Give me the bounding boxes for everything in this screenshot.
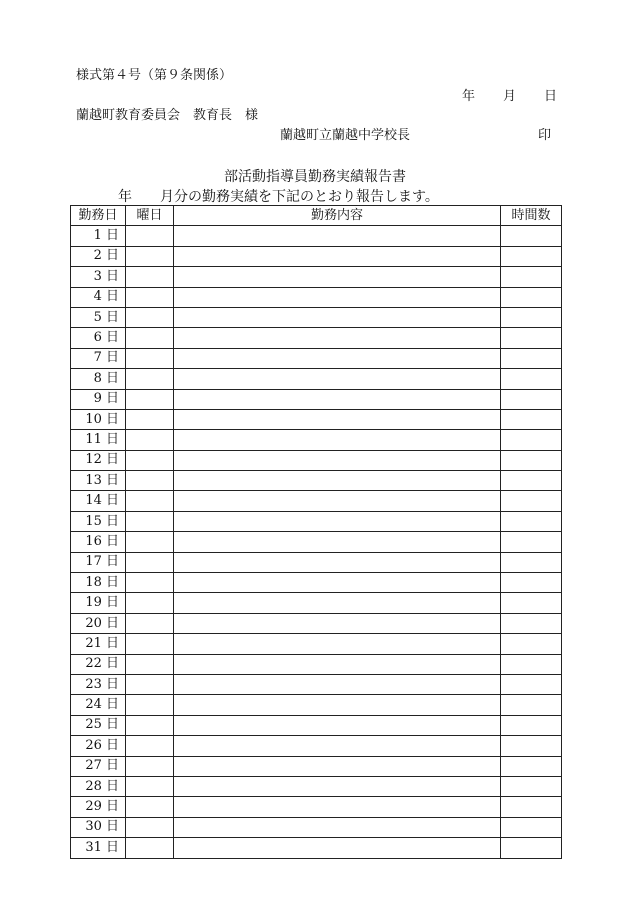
hours-cell[interactable] [501, 348, 562, 368]
weekday-cell[interactable] [126, 552, 174, 572]
day-cell: 9 日 [71, 389, 126, 409]
work-content-cell[interactable] [174, 511, 501, 531]
table-row [71, 593, 562, 613]
work-content-cell[interactable] [174, 715, 501, 735]
table-body [71, 226, 562, 858]
hours-cell[interactable] [501, 736, 562, 756]
work-content-cell[interactable] [174, 389, 501, 409]
weekday-cell[interactable] [126, 593, 174, 613]
table-row [71, 613, 562, 633]
day-cell: 15 日 [71, 511, 126, 531]
table-row [71, 634, 562, 654]
intro-year-label: 年 [118, 189, 132, 205]
work-content-cell[interactable] [174, 287, 501, 307]
hours-cell[interactable] [501, 654, 562, 674]
weekday-cell[interactable] [126, 838, 174, 858]
day-cell: 27 日 [71, 756, 126, 776]
work-content-cell[interactable] [174, 613, 501, 633]
table-row [71, 430, 562, 450]
weekday-cell[interactable] [126, 348, 174, 368]
day-cell: 4 日 [71, 287, 126, 307]
hours-cell[interactable] [501, 287, 562, 307]
hours-cell[interactable] [501, 756, 562, 776]
table-row [71, 348, 562, 368]
weekday-cell[interactable] [126, 613, 174, 633]
day-cell: 3 日 [71, 267, 126, 287]
day-cell: 25 日 [71, 715, 126, 735]
work-content-cell[interactable] [174, 369, 501, 389]
weekday-cell[interactable] [126, 450, 174, 470]
hours-cell[interactable] [501, 471, 562, 491]
work-content-cell[interactable] [174, 450, 501, 470]
day-cell: 18 日 [71, 573, 126, 593]
hours-cell[interactable] [501, 226, 562, 246]
table-row [71, 389, 562, 409]
work-content-cell[interactable] [174, 756, 501, 776]
weekday-cell[interactable] [126, 511, 174, 531]
hours-cell[interactable] [501, 674, 562, 694]
work-content-cell[interactable] [174, 226, 501, 246]
duty-record-table [70, 205, 562, 859]
hours-cell[interactable] [501, 634, 562, 654]
hours-cell[interactable] [501, 511, 562, 531]
day-cell: 8 日 [71, 369, 126, 389]
work-content-cell[interactable] [174, 695, 501, 715]
table-row [71, 409, 562, 429]
work-content-cell[interactable] [174, 328, 501, 348]
table-row [71, 246, 562, 266]
weekday-cell[interactable] [126, 226, 174, 246]
day-cell: 17 日 [71, 552, 126, 572]
table-row [71, 797, 562, 817]
work-content-cell[interactable] [174, 307, 501, 327]
table-row [71, 756, 562, 776]
work-content-cell[interactable] [174, 430, 501, 450]
day-cell: 29 日 [71, 797, 126, 817]
table-row [71, 573, 562, 593]
day-cell: 31 日 [71, 838, 126, 858]
weekday-cell[interactable] [126, 634, 174, 654]
weekday-cell[interactable] [126, 389, 174, 409]
intro-text: 月分の勤務実績を下記のとおり報告します。 [160, 189, 439, 205]
weekday-cell[interactable] [126, 369, 174, 389]
hours-cell[interactable] [501, 797, 562, 817]
day-cell: 12 日 [71, 450, 126, 470]
weekday-cell[interactable] [126, 654, 174, 674]
day-cell: 21 日 [71, 634, 126, 654]
hours-cell[interactable] [501, 817, 562, 837]
date-month-label: 月 [503, 89, 517, 104]
table-row [71, 776, 562, 796]
work-content-cell[interactable] [174, 246, 501, 266]
date-year-label: 年 [462, 89, 476, 104]
day-cell: 1 日 [71, 226, 126, 246]
day-cell: 7 日 [71, 348, 126, 368]
work-content-cell[interactable] [174, 654, 501, 674]
table-row [71, 695, 562, 715]
weekday-cell[interactable] [126, 532, 174, 552]
hours-cell[interactable] [501, 369, 562, 389]
day-cell: 23 日 [71, 674, 126, 694]
table-row [71, 287, 562, 307]
day-cell: 28 日 [71, 776, 126, 796]
weekday-cell[interactable] [126, 307, 174, 327]
weekday-cell[interactable] [126, 287, 174, 307]
date-day-label: 日 [544, 89, 558, 104]
weekday-cell[interactable] [126, 267, 174, 287]
table-row [71, 715, 562, 735]
work-content-cell[interactable] [174, 634, 501, 654]
hours-cell[interactable] [501, 328, 562, 348]
header-hours: 時間数 [501, 206, 562, 226]
day-cell: 2 日 [71, 246, 126, 266]
table-row [71, 307, 562, 327]
day-cell: 5 日 [71, 307, 126, 327]
day-cell: 6 日 [71, 328, 126, 348]
hours-cell[interactable] [501, 532, 562, 552]
seal-mark: 印 [538, 128, 552, 143]
header-weekday: 曜日 [126, 206, 174, 226]
table-row [71, 674, 562, 694]
hours-cell[interactable] [501, 776, 562, 796]
table-row [71, 450, 562, 470]
table-row [71, 736, 562, 756]
work-content-cell[interactable] [174, 573, 501, 593]
day-cell: 20 日 [71, 613, 126, 633]
hours-cell[interactable] [501, 307, 562, 327]
day-cell: 22 日 [71, 654, 126, 674]
work-content-cell[interactable] [174, 348, 501, 368]
weekday-cell[interactable] [126, 776, 174, 796]
weekday-cell[interactable] [126, 471, 174, 491]
work-content-cell[interactable] [174, 409, 501, 429]
table-row [71, 532, 562, 552]
weekday-cell[interactable] [126, 797, 174, 817]
day-cell: 30 日 [71, 817, 126, 837]
hours-cell[interactable] [501, 389, 562, 409]
day-cell: 10 日 [71, 409, 126, 429]
form-number: 様式第４号（第９条関係） [76, 68, 233, 83]
work-content-cell[interactable] [174, 736, 501, 756]
hours-cell[interactable] [501, 838, 562, 858]
work-content-cell[interactable] [174, 552, 501, 572]
table-row [71, 838, 562, 858]
work-content-cell[interactable] [174, 674, 501, 694]
hours-cell[interactable] [501, 715, 562, 735]
table-row [71, 511, 562, 531]
hours-cell[interactable] [501, 267, 562, 287]
sender-name: 蘭越町立蘭越中学校長 [280, 128, 411, 143]
weekday-cell[interactable] [126, 695, 174, 715]
table-header-row [71, 206, 562, 226]
hours-cell[interactable] [501, 430, 562, 450]
work-content-cell[interactable] [174, 593, 501, 613]
weekday-cell[interactable] [126, 328, 174, 348]
hours-cell[interactable] [501, 573, 562, 593]
weekday-cell[interactable] [126, 817, 174, 837]
addressee: 蘭越町教育委員会 教育長 様 [76, 108, 259, 123]
table-row [71, 471, 562, 491]
day-cell: 14 日 [71, 491, 126, 511]
weekday-cell[interactable] [126, 409, 174, 429]
work-content-cell[interactable] [174, 267, 501, 287]
work-content-cell[interactable] [174, 491, 501, 511]
day-cell: 13 日 [71, 471, 126, 491]
day-cell: 16 日 [71, 532, 126, 552]
hours-cell[interactable] [501, 409, 562, 429]
work-content-cell[interactable] [174, 817, 501, 837]
day-cell: 19 日 [71, 593, 126, 613]
weekday-cell[interactable] [126, 715, 174, 735]
work-content-cell[interactable] [174, 838, 501, 858]
work-content-cell[interactable] [174, 776, 501, 796]
header-work-content: 勤務内容 [174, 206, 501, 226]
table-row [71, 817, 562, 837]
weekday-cell[interactable] [126, 736, 174, 756]
hours-cell[interactable] [501, 450, 562, 470]
weekday-cell[interactable] [126, 573, 174, 593]
hours-cell[interactable] [501, 552, 562, 572]
hours-cell[interactable] [501, 695, 562, 715]
day-cell: 24 日 [71, 695, 126, 715]
hours-cell[interactable] [501, 491, 562, 511]
hours-cell[interactable] [501, 593, 562, 613]
weekday-cell[interactable] [126, 430, 174, 450]
weekday-cell[interactable] [126, 246, 174, 266]
table-row [71, 369, 562, 389]
hours-cell[interactable] [501, 613, 562, 633]
table-row [71, 552, 562, 572]
table-row [71, 491, 562, 511]
work-content-cell[interactable] [174, 797, 501, 817]
work-content-cell[interactable] [174, 532, 501, 552]
work-content-cell[interactable] [174, 471, 501, 491]
hours-cell[interactable] [501, 246, 562, 266]
document-title: 部活動指導員勤務実績報告書 [224, 169, 406, 185]
weekday-cell[interactable] [126, 491, 174, 511]
table-row [71, 328, 562, 348]
day-cell: 26 日 [71, 736, 126, 756]
table-row [71, 654, 562, 674]
weekday-cell[interactable] [126, 756, 174, 776]
table-row [71, 226, 562, 246]
weekday-cell[interactable] [126, 674, 174, 694]
header-work-day: 勤務日 [71, 206, 126, 226]
day-cell: 11 日 [71, 430, 126, 450]
table-row [71, 267, 562, 287]
